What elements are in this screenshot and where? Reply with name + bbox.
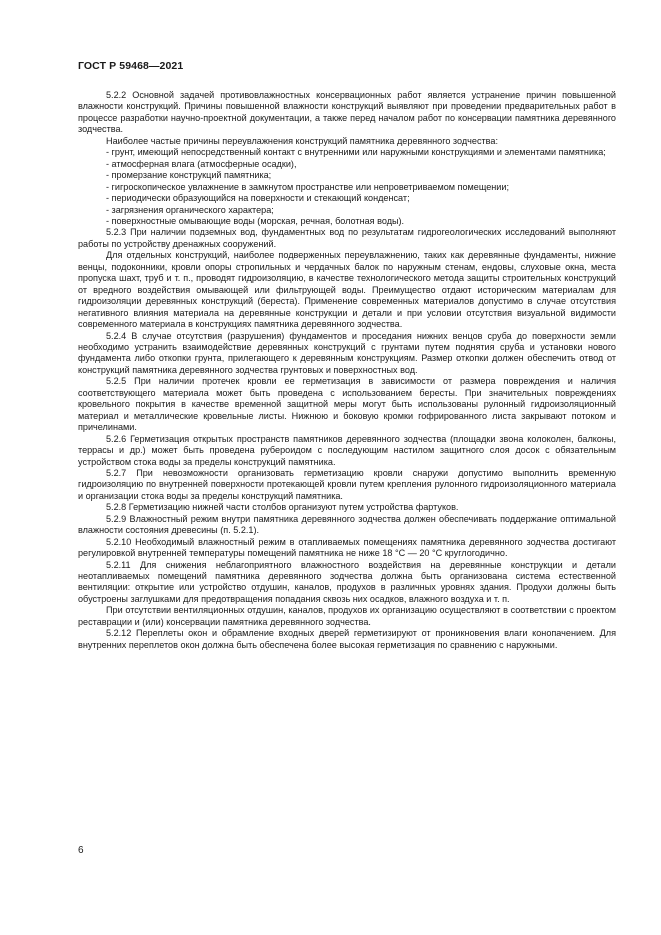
list-item: - гигроскопическое увлажнение в замкнутом пространстве или непроветриваемом помещении; (106, 181, 509, 192)
paragraph: 5.2.6 Герметизация открытых пространств памятников деревянного зодчества (площадки звона колоколен, балконы, террасы и др.) может быть проведена рубероидом с последующим настилом защитного слоя досок с обязательным устройством стока воды за пределы конструкций памятника. (78, 433, 616, 467)
paragraph: Наиболее частые причины переувлажнения конструкций памятника деревянного зодчества: (106, 135, 498, 146)
list-item: - грунт, имеющий непосредственный контакт с внутренними или наружными конструкциями и элементами памятника; (106, 147, 606, 158)
list-item: - загрязнения органического характера; (106, 204, 274, 215)
paragraph: 5.2.10 Необходимый влажностный режим в отапливаемых помещениях памятника деревянного зодчества достигают регулировкой внутренней температуры помещений памятника не ниже 18 °С — 20 °С круглогодично. (78, 536, 616, 559)
paragraph: 5.2.3 При наличии подземных вод, фундаментных вод по результатам гидрогеологических исследований выполняют работы по устройству дренажных сооружений. (78, 227, 616, 249)
paragraph: 5.2.5 При наличии протечек кровли ее герметизация в зависимости от размера повреждения и наличия соответствующего материала может быть проведена с использованием бересты. При значительных повреждениях кровельного покрытия в качестве временной защитной меры могут быть использованы рулонный гидроизоляционный материал и металлические кровельные листы. Нижнюю и боковую кромки гофрированного листа закрывают потоком и причелинами. (78, 376, 616, 433)
list-item: - периодически образующийся на поверхности и стекающий конденсат; (106, 193, 410, 204)
page-number: 6 (78, 845, 84, 856)
list-item: - промерзание конструкций памятника; (106, 170, 272, 181)
paragraph: 5.2.9 Влажностный режим внутри памятника деревянного зодчества должен обеспечивать поддержание оптимальной влажности состояния древесины (п. 5.2.1). (78, 513, 616, 536)
paragraph: При отсутствии вентиляционных отдушин, каналов, продухов их организацию осуществляют в соответствии с проектом реставрации и (или) консервации памятника деревянного зодчества. (78, 605, 616, 627)
paragraph: 5.2.7 При невозможности организовать герметизацию кровли снаружи допустимо выполнить временную гидроизоляцию по внутренней поверхности протекающей кровли путем крепления рулонного гидроизоляционного материала и организации стока воды за пределы конструкций памятника. (78, 467, 616, 501)
paragraph: Для отдельных конструкций, наиболее подверженных переувлажнению, таких как деревянные фундаменты, нижние венцы, подоконники, кровли опоры стропильных и чердачных балок по наружным стенам, ендовы, слуховые окна, места пропуска шахт, труб и т. п., проводят гидроизоляцию, в качестве технологического метода защиты строительных конструкций от вредного воздействия омывающей или фильтрующей воды. Преимущество отдают историческим материалам для гидроизоляции деревянных конструкций (береста). Применение современных материалов допустимо в случае отсутствия негативного влияния материала на деревянные конструкции и детали и при условии отсутствия визуальной видимости современного материала в конструкциях памятника деревянного зодчества. (78, 250, 616, 330)
document-body (78, 90, 616, 651)
paragraph: 5.2.2 Основной задачей противовлажностных консервационных работ является устранение причин повышенной влажности конструкций. Причины повышенной влажности конструкций выявляют при проведении предварительных работ в процессе разработки научно-проектной документации, а также перед началом работ по консервации памятника деревянного зодчества. (78, 90, 616, 135)
paragraph: 5.2.8 Герметизацию нижней части столбов организуют путем устройства фартуков. (106, 502, 459, 513)
list-item: - поверхностные омывающие воды (морская, речная, болотная воды). (106, 215, 405, 226)
document-header: ГОСТ Р 59468—2021 (78, 60, 184, 72)
paragraph: 5.2.12 Переплеты окон и обрамление входных дверей герметизируют от проникновения влаги конопачением. Для внутренних переплетов окон должна быть обеспечена более высокая герметизация по сравнению с наружными. (78, 628, 616, 650)
list-item: - атмосферная влага (атмосферные осадки), (106, 158, 297, 169)
paragraph: 5.2.11 Для снижения неблагоприятного влажностного воздействия на деревянные конструкции и детали неотапливаемых помещений памятника деревянного зодчества должна быть организована система естественной вентиляции: открытие или устройство отдушин, каналов, продухов в различных уровнях здания. Продухи должны быть обустроены заглушками для предотвращения попадания сквозь них осадков, влажного воздуха и т. п. (78, 559, 616, 604)
paragraph: 5.2.4 В случае отсутствия (разрушения) фундаментов и проседания нижних венцов сруба до поверхности земли необходимо устранить взаимодействие деревянных конструкций с грунтами путем поднятия сруба и установки нового фундамента либо откопки грунта, прилегающего к деревянным конструкциям. Размер откопки должен обеспечить отвод от конструкций памятника деревянного зодчества грунтовых и поверхностных вод. (78, 330, 616, 375)
